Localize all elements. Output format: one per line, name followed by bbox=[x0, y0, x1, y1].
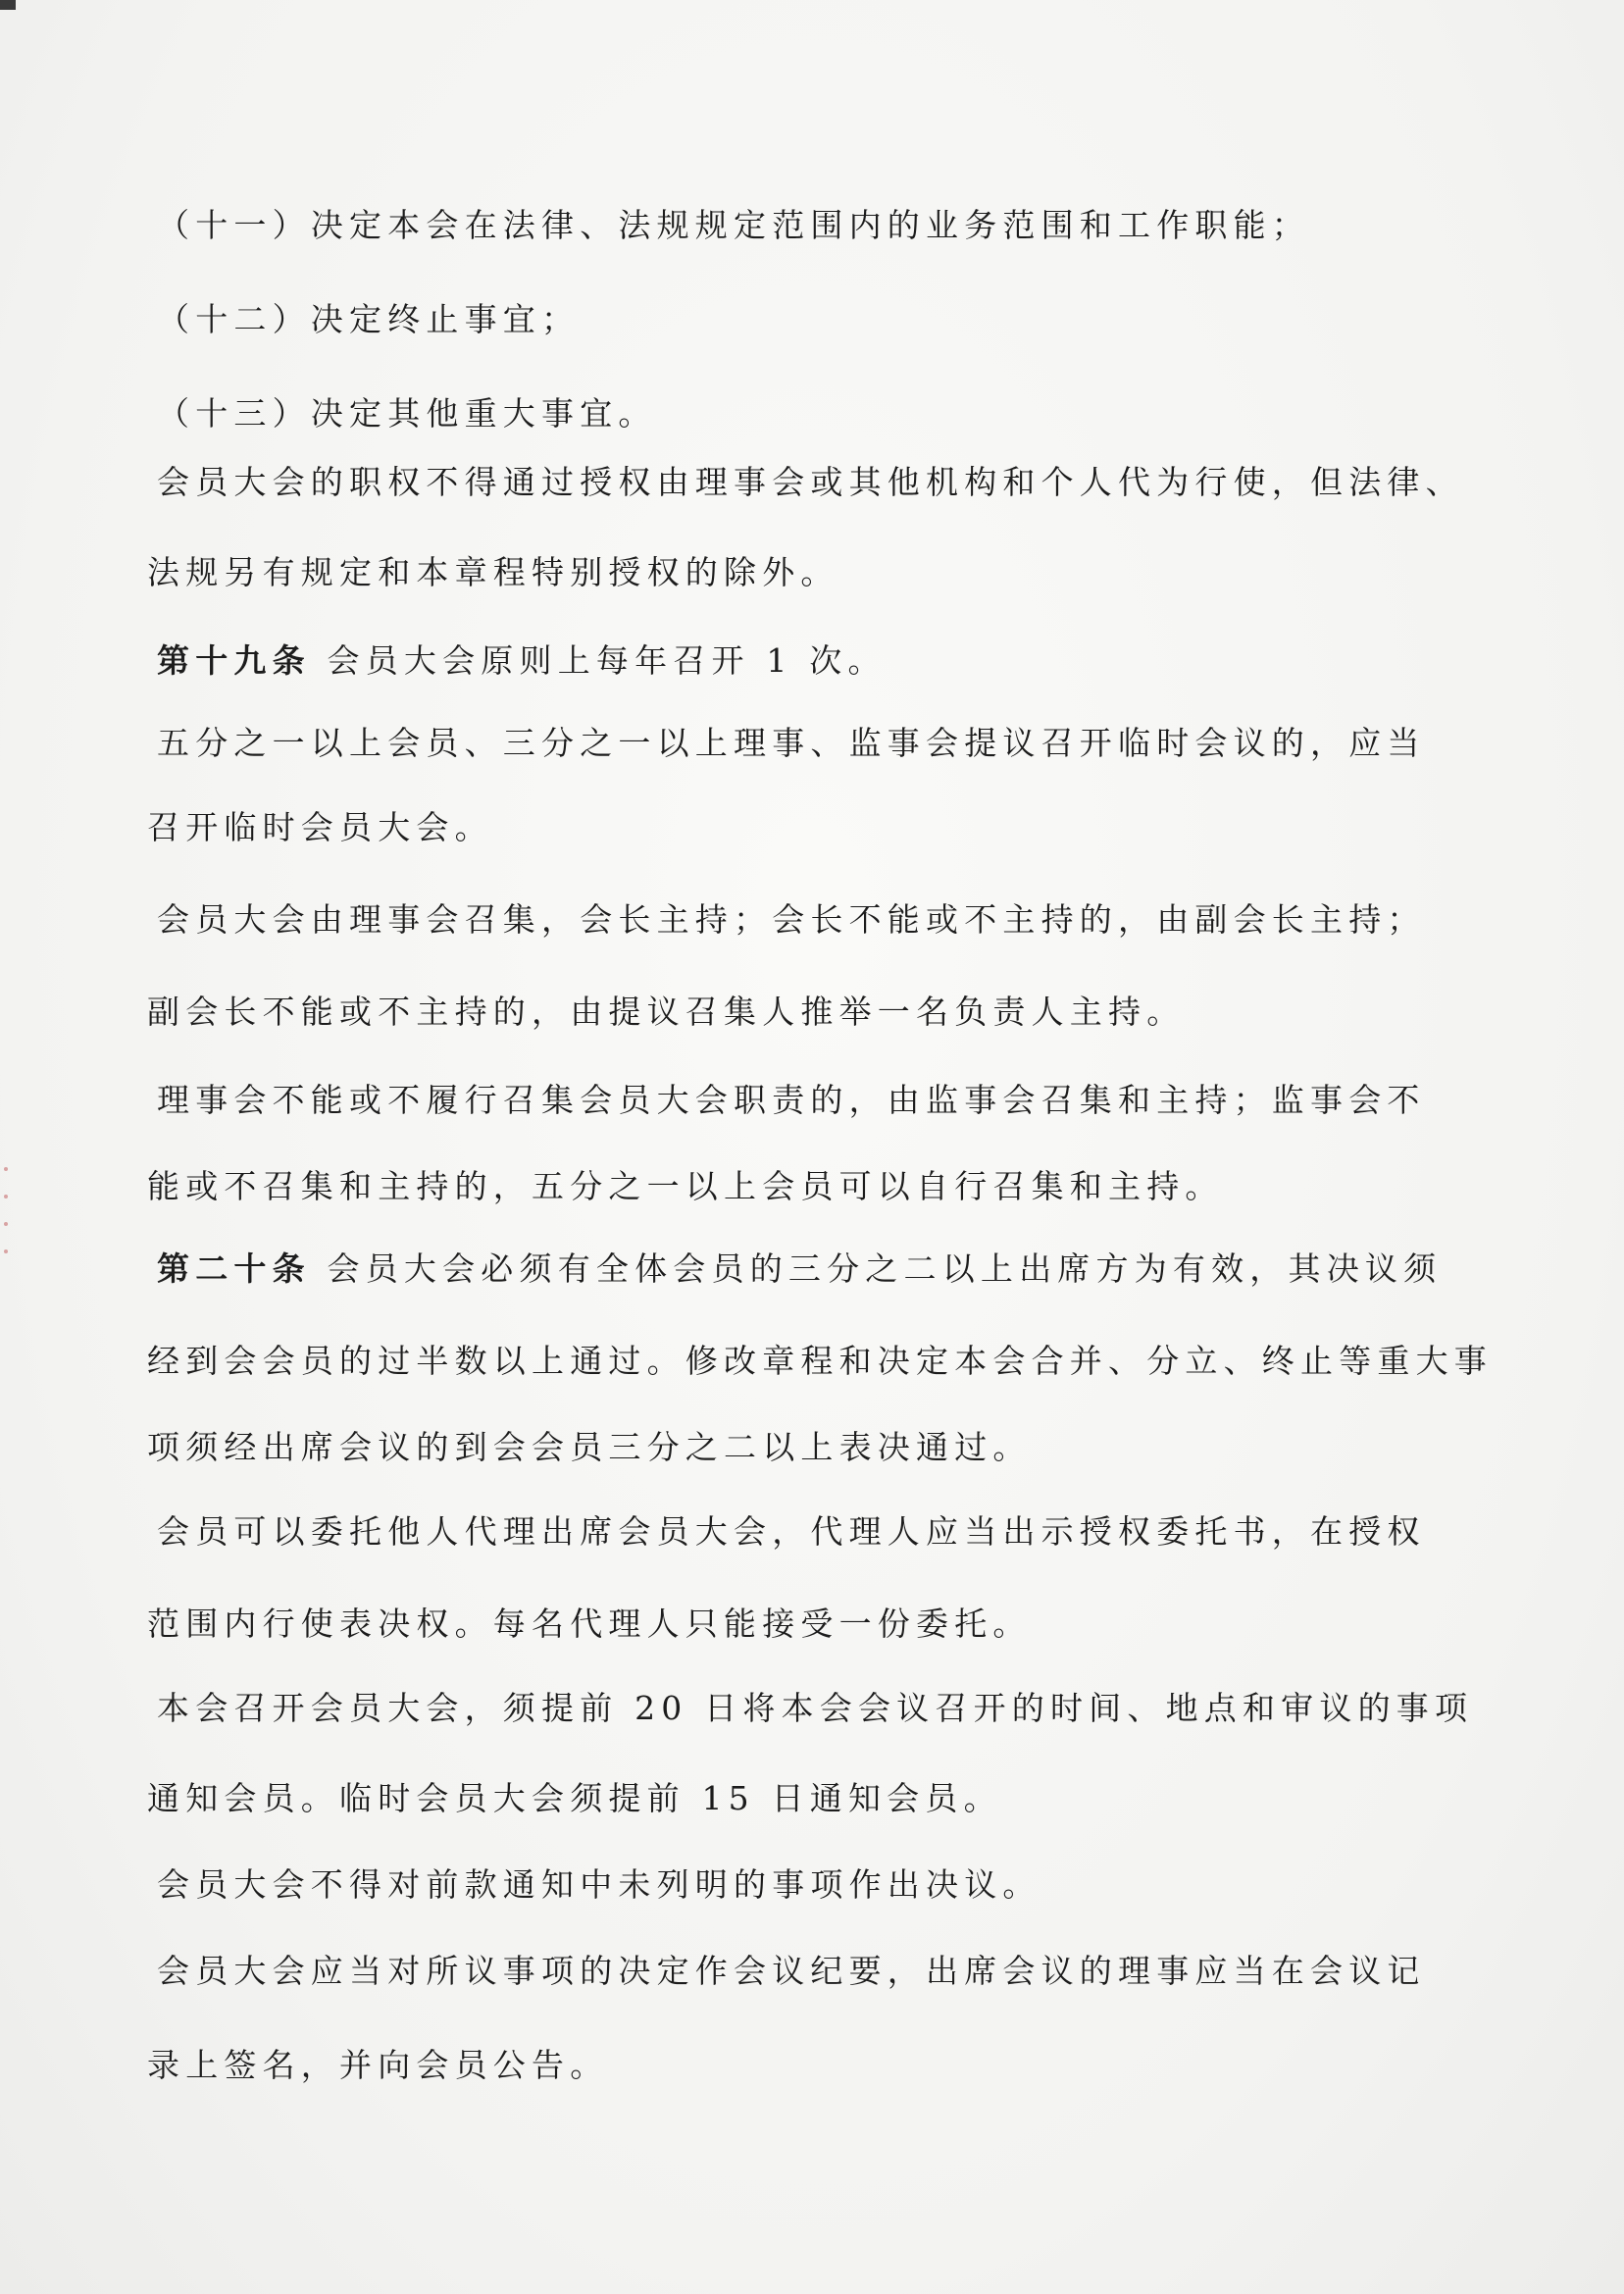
paragraph-line: 会员大会的职权不得通过授权由理事会或其他机构和个人代为行使，但法律、 bbox=[157, 463, 1464, 501]
paragraph-line: 经到会会员的过半数以上通过。修改章程和决定本会合并、分立、终止等重大事 bbox=[147, 1342, 1493, 1380]
paragraph-line: 通知会员。临时会员大会须提前 15 日通知会员。 bbox=[147, 1779, 1002, 1817]
paragraph-line: 本会召开会员大会，须提前 20 日将本会会议召开的时间、地点和审议的事项 bbox=[157, 1689, 1474, 1727]
scan-corner-mark bbox=[0, 0, 16, 10]
paragraph-line: 项须经出席会议的到会会员三分之二以上表决通过。 bbox=[147, 1428, 1032, 1466]
binding-hole-marks bbox=[4, 1167, 10, 1255]
paragraph-line: 五分之一以上会员、三分之一以上理事、监事会提议召开临时会议的，应当 bbox=[157, 724, 1426, 762]
paragraph-line: 会员大会应当对所议事项的决定作会议纪要，出席会议的理事应当在会议记 bbox=[157, 1952, 1426, 1990]
paragraph-line: 会员可以委托他人代理出席会员大会，代理人应当出示授权委托书，在授权 bbox=[157, 1512, 1426, 1551]
paragraph-line: 能或不召集和主持的，五分之一以上会员可以自行召集和主持。 bbox=[147, 1167, 1224, 1205]
paragraph-line: 录上签名，并向会员公告。 bbox=[147, 2046, 609, 2084]
article-text: 会员大会必须有全体会员的三分之二以上出席方为有效，其决议须 bbox=[310, 1249, 1443, 1288]
article-20 bbox=[157, 1249, 1442, 1289]
article-text: 会员大会原则上每年召开 1 次。 bbox=[310, 641, 887, 680]
article-19 bbox=[157, 641, 887, 681]
clause-item-12: （十二）决定终止事宜； bbox=[157, 300, 581, 338]
clause-item-13: （十三）决定其他重大事宜。 bbox=[157, 394, 657, 433]
article-heading: 第十九条 bbox=[157, 641, 311, 680]
paragraph-line: 副会长不能或不主持的，由提议召集人推举一名负责人主持。 bbox=[147, 993, 1186, 1031]
paragraph-line: 会员大会由理事会召集，会长主持；会长不能或不主持的，由副会长主持； bbox=[157, 900, 1426, 939]
clause-item-11: （十一）决定本会在法律、法规规定范围内的业务范围和工作职能； bbox=[157, 206, 1310, 244]
article-heading: 第二十条 bbox=[157, 1249, 311, 1288]
paragraph-line: 范围内行使表决权。每名代理人只能接受一份委托。 bbox=[147, 1605, 1032, 1643]
paragraph-line: 召开临时会员大会。 bbox=[147, 808, 493, 846]
paragraph-line: 会员大会不得对前款通知中未列明的事项作出决议。 bbox=[157, 1865, 1041, 1904]
paragraph-line: 法规另有规定和本章程特别授权的除外。 bbox=[147, 553, 839, 591]
paragraph-line: 理事会不能或不履行召集会员大会职责的，由监事会召集和主持；监事会不 bbox=[157, 1081, 1426, 1119]
